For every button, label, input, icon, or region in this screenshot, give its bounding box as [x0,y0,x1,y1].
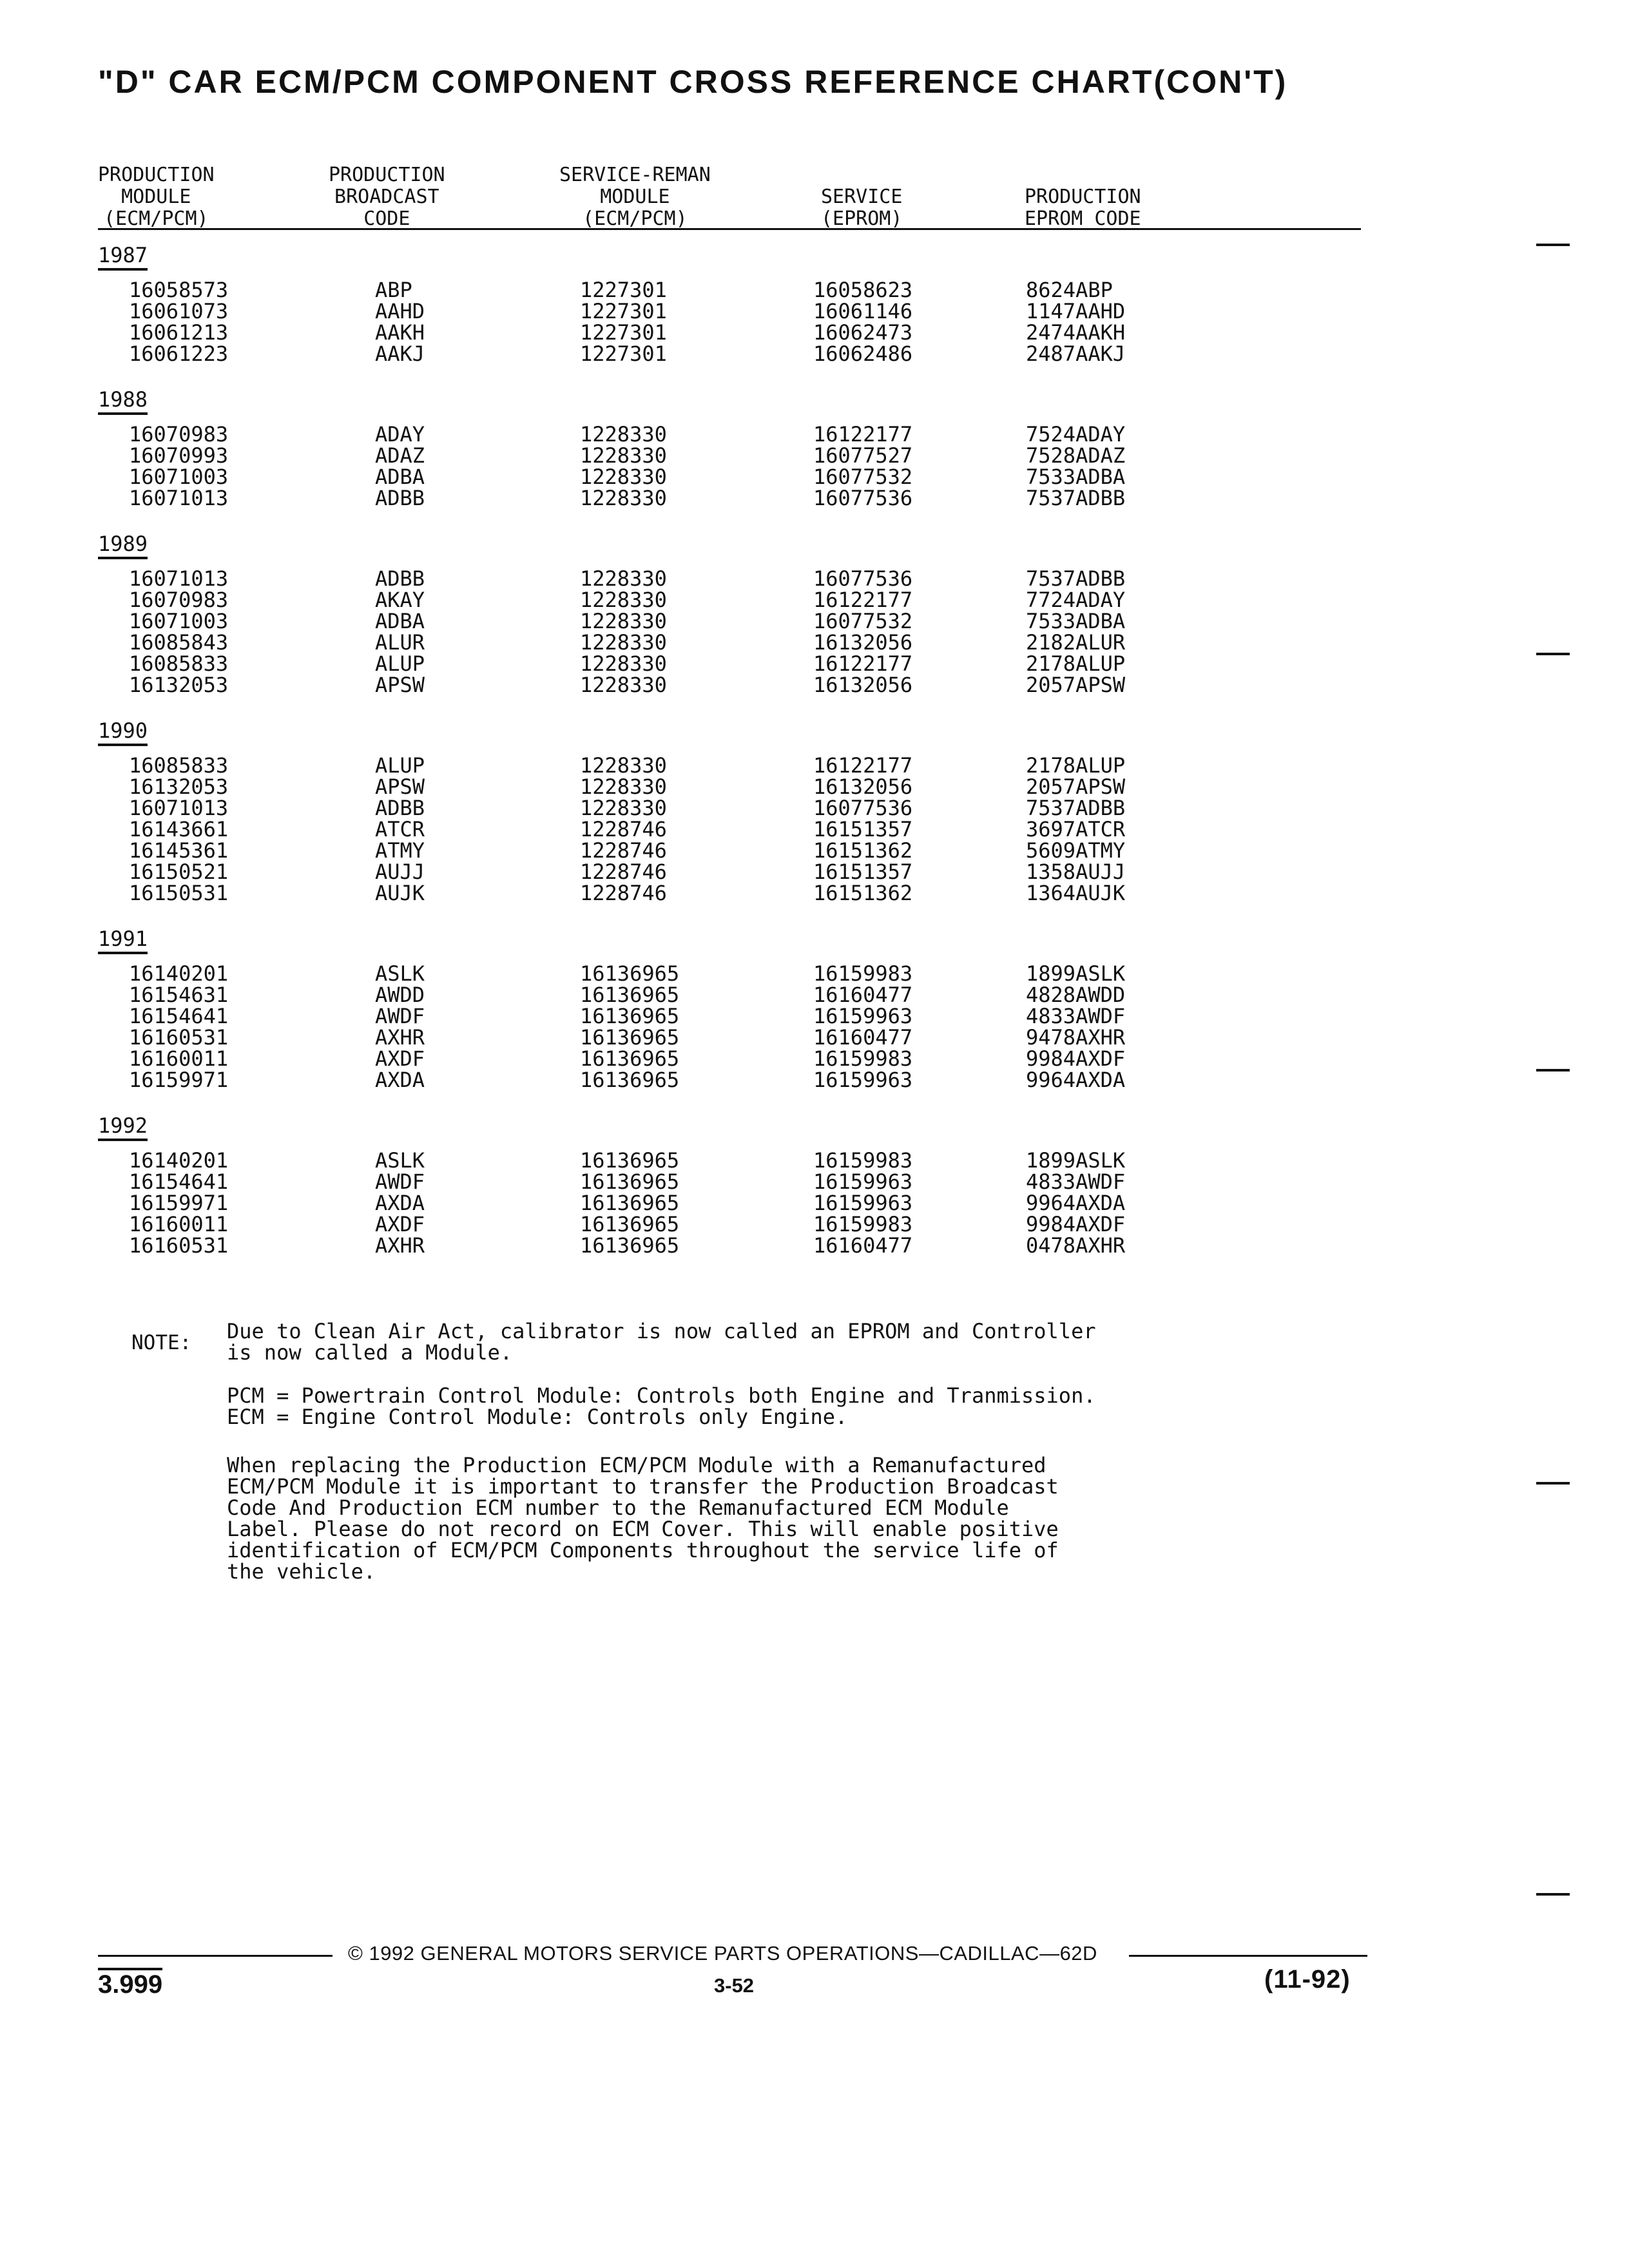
broadcast-code-cell: AXDA [375,1068,425,1092]
broadcast-code-cell: ATCR [375,817,425,841]
broadcast-code-cell: AXDF [375,1046,425,1071]
broadcast-code-cell: ADAY [375,422,425,447]
production-module-cell: 16085833 [129,753,229,778]
table-row [0,798,1629,819]
production-module-cell: 16150531 [129,881,229,905]
eprom-code-cell: 2057APSW [1026,774,1126,799]
production-module-cell: 16160011 [129,1212,229,1236]
service-eprom-cell: 16077536 [813,566,913,591]
table-row [0,322,1629,343]
note-definitions: PCM = Powertrain Control Module: Controls both Engine and Tranmission. ECM = Engine Control Module: Controls only Engine. [227,1383,1096,1429]
year-heading: 1988 [98,388,148,415]
eprom-code-cell: 9964AXDA [1026,1191,1126,1215]
service-eprom-cell: 16151357 [813,817,913,841]
header-line: BROADCAST [334,186,439,208]
broadcast-code-cell: ADBA [375,609,425,633]
service-module-cell: 16136965 [580,1191,680,1215]
note-instructions: When replacing the Production ECM/PCM Module with a Remanufactured ECM/PCM Module it is important to transfer the Production Broadcast Code And Production ECM number to the Remanufactured ECM Module Label. Please do not record on ECM Cover. This will enable positive identification of ECM/PCM Components throughout the service life of the vehicle. [227,1453,1059,1584]
service-eprom-cell: 16159963 [813,1068,913,1092]
header-line: CODE [363,207,410,230]
table-row [0,963,1629,985]
broadcast-code-cell: APSW [375,673,425,697]
table-row [0,675,1629,696]
broadcast-code-cell: ABP [375,278,412,302]
production-module-cell: 16070993 [129,443,229,468]
service-module-cell: 1228746 [580,860,667,884]
service-eprom-cell: 16077532 [813,465,913,489]
service-eprom-cell: 16160477 [813,1233,913,1258]
eprom-code-cell: 7528ADAZ [1026,443,1126,468]
table-row [0,755,1629,776]
eprom-code-cell: 9478AXHR [1026,1025,1126,1050]
header-divider [98,228,1361,230]
table-row [0,301,1629,322]
service-eprom-cell: 16058623 [813,278,913,302]
broadcast-code-cell: ADBB [375,796,425,820]
table-row [0,590,1629,611]
margin-mark [1536,244,1570,246]
table-row [0,632,1629,653]
broadcast-code-cell: AWDF [375,1169,425,1194]
production-module-cell: 16150521 [129,860,229,884]
service-eprom-cell: 16159983 [813,961,913,986]
production-module-cell: 16159971 [129,1191,229,1215]
broadcast-code-cell: AKAY [375,588,425,612]
note-paragraph: Due to Clean Air Act, calibrator is now called an EPROM and Controller is now called a Module. [227,1319,1096,1365]
table-row [0,1027,1629,1048]
eprom-code-cell: 7533ADBA [1026,465,1126,489]
broadcast-code-cell: AWDD [375,983,425,1007]
eprom-code-cell: 2178ALUP [1026,753,1126,778]
service-module-cell: 1227301 [580,341,667,366]
production-module-cell: 16071003 [129,609,229,633]
broadcast-code-cell: AUJJ [375,860,425,884]
year-heading: 1990 [98,719,148,746]
header-line: (ECM/PCM) [583,207,688,230]
eprom-code-cell: 2182ALUR [1026,630,1126,655]
service-eprom-cell: 16122177 [813,422,913,447]
eprom-code-cell: 9984AXDF [1026,1212,1126,1236]
header-production-eprom-code [1025,186,1141,230]
margin-mark [1536,1069,1570,1072]
eprom-code-cell: 4833AWDF [1026,1169,1126,1194]
service-eprom-cell: 16159963 [813,1004,913,1028]
broadcast-code-cell: AXHR [375,1025,425,1050]
production-module-cell: 16071013 [129,566,229,591]
production-module-cell: 16132053 [129,774,229,799]
header-line: EPROM CODE [1025,207,1141,230]
service-eprom-cell: 16062486 [813,341,913,366]
service-module-cell: 1228330 [580,753,667,778]
header-line: MODULE [600,186,670,208]
service-eprom-cell: 16160477 [813,1025,913,1050]
broadcast-code-cell: ADAZ [375,443,425,468]
service-module-cell: 1228330 [580,566,667,591]
table-row [0,445,1629,466]
service-eprom-cell: 16077532 [813,609,913,633]
header-line: PRODUCTION [1025,186,1141,208]
production-module-cell: 16071013 [129,486,229,510]
service-eprom-cell: 16062473 [813,320,913,345]
production-module-cell: 16061213 [129,320,229,345]
table-row [0,1235,1629,1256]
eprom-code-cell: 3697ATCR [1026,817,1126,841]
footer-copyright: © 1992 GENERAL MOTORS SERVICE PARTS OPERATIONS—CADILLAC—62D [348,1942,1097,1965]
eprom-code-cell: 2178ALUP [1026,651,1126,676]
broadcast-code-cell: AAHD [375,299,425,323]
service-module-cell: 1227301 [580,278,667,302]
service-eprom-cell: 16122177 [813,753,913,778]
production-module-cell: 16154631 [129,983,229,1007]
service-module-cell: 16136965 [580,1233,680,1258]
service-module-cell: 16136965 [580,983,680,1007]
broadcast-code-cell: AAKJ [375,341,425,366]
broadcast-code-cell: AXHR [375,1233,425,1258]
broadcast-code-cell: ALUR [375,630,425,655]
table-row [0,1070,1629,1091]
service-eprom-cell: 16151362 [813,881,913,905]
eprom-code-cell: 1364AUJK [1026,881,1126,905]
header-line: SERVICE-REMAN [559,164,711,186]
header-line: MODULE [121,186,191,208]
table-row [0,861,1629,883]
footer-rule [98,1955,333,1957]
production-module-cell: 16085843 [129,630,229,655]
year-heading: 1989 [98,532,148,559]
broadcast-code-cell: ALUP [375,651,425,676]
header-broadcast-code [329,164,445,230]
eprom-code-cell: 5609ATMY [1026,838,1126,863]
year-heading: 1987 [98,244,148,271]
service-module-cell: 1227301 [580,299,667,323]
table-row [0,611,1629,632]
service-module-cell: 1228330 [580,588,667,612]
service-module-cell: 1228746 [580,817,667,841]
service-module-cell: 16136965 [580,1212,680,1236]
service-module-cell: 1227301 [580,320,667,345]
table-row [0,840,1629,861]
service-module-cell: 1228746 [580,881,667,905]
production-module-cell: 16070983 [129,422,229,447]
header-service-reman-module [559,164,711,230]
service-module-cell: 1228330 [580,422,667,447]
table-row [0,883,1629,904]
service-eprom-cell: 16159963 [813,1169,913,1194]
eprom-code-cell: 2057APSW [1026,673,1126,697]
header-production-module [98,164,215,230]
eprom-code-cell: 2474AAKH [1026,320,1126,345]
eprom-code-cell: 7537ADBB [1026,566,1126,591]
year-heading: 1991 [98,927,148,954]
broadcast-code-cell: ALUP [375,753,425,778]
broadcast-code-cell: ASLK [375,1148,425,1173]
broadcast-code-cell: AAKH [375,320,425,345]
table-row [0,1214,1629,1235]
service-eprom-cell: 16160477 [813,983,913,1007]
broadcast-code-cell: AUJK [375,881,425,905]
production-module-cell: 16159971 [129,1068,229,1092]
service-module-cell: 1228330 [580,443,667,468]
production-module-cell: 16058573 [129,278,229,302]
note-label: NOTE: [131,1331,192,1354]
table-row [0,819,1629,840]
service-eprom-cell: 16159983 [813,1212,913,1236]
year-heading: 1992 [98,1114,148,1141]
table-row [0,466,1629,488]
header-line: (EPROM) [821,207,903,230]
production-module-cell: 16070983 [129,588,229,612]
service-module-cell: 16136965 [580,1148,680,1173]
service-module-cell: 1228330 [580,465,667,489]
production-module-cell: 16160531 [129,1025,229,1050]
service-module-cell: 16136965 [580,1025,680,1050]
production-module-cell: 16071013 [129,796,229,820]
footer-date: (11-92) [1264,1965,1351,1994]
table-row [0,1048,1629,1070]
table-row [0,1150,1629,1171]
production-module-cell: 16061223 [129,341,229,366]
eprom-code-cell: 7533ADBA [1026,609,1126,633]
service-module-cell: 16136965 [580,1046,680,1071]
service-eprom-cell: 16122177 [813,651,913,676]
table-row [0,424,1629,445]
margin-mark [1536,1482,1570,1485]
eprom-code-cell: 4828AWDD [1026,983,1126,1007]
production-module-cell: 16154641 [129,1004,229,1028]
production-module-cell: 16145361 [129,838,229,863]
broadcast-code-cell: ADBB [375,486,425,510]
service-module-cell: 1228330 [580,486,667,510]
service-eprom-cell: 16077536 [813,796,913,820]
service-module-cell: 1228330 [580,630,667,655]
footer-page-number: 3-52 [714,1974,755,1997]
service-module-cell: 16136965 [580,1169,680,1194]
eprom-code-cell: 1899ASLK [1026,961,1126,986]
table-row [0,280,1629,301]
service-eprom-cell: 16122177 [813,588,913,612]
table-row [0,1006,1629,1027]
service-eprom-cell: 16151362 [813,838,913,863]
header-line: PRODUCTION [329,164,445,186]
table-row [0,343,1629,365]
broadcast-code-cell: AXDA [375,1191,425,1215]
eprom-code-cell: 4833AWDF [1026,1004,1126,1028]
service-module-cell: 16136965 [580,961,680,986]
broadcast-code-cell: ADBA [375,465,425,489]
service-module-cell: 1228330 [580,651,667,676]
eprom-code-cell: 1358AUJJ [1026,860,1126,884]
service-eprom-cell: 16132056 [813,630,913,655]
service-eprom-cell: 16132056 [813,673,913,697]
service-module-cell: 16136965 [580,1004,680,1028]
table-row [0,488,1629,509]
service-module-cell: 1228330 [580,673,667,697]
service-eprom-cell: 16151357 [813,860,913,884]
service-eprom-cell: 16132056 [813,774,913,799]
footer-rule [1129,1955,1367,1957]
production-module-cell: 16143661 [129,817,229,841]
margin-mark [1536,1893,1570,1896]
header-service-eprom [821,186,902,230]
eprom-code-cell: 7537ADBB [1026,796,1126,820]
header-line: PRODUCTION [98,164,215,186]
service-eprom-cell: 16077527 [813,443,913,468]
service-eprom-cell: 16077536 [813,486,913,510]
margin-mark [1536,653,1570,655]
eprom-code-cell: 7537ADBB [1026,486,1126,510]
table-row [0,985,1629,1006]
service-module-cell: 1228330 [580,774,667,799]
eprom-code-cell: 7524ADAY [1026,422,1126,447]
page-title: "D" CAR ECM/PCM COMPONENT CROSS REFERENCE CHART(CON'T) [98,64,1288,100]
production-module-cell: 16132053 [129,673,229,697]
service-module-cell: 16136965 [580,1068,680,1092]
eprom-code-cell: 1899ASLK [1026,1148,1126,1173]
eprom-code-cell: 9964AXDA [1026,1068,1126,1092]
table-row [0,653,1629,675]
service-module-cell: 1228330 [580,609,667,633]
broadcast-code-cell: ADBB [375,566,425,591]
eprom-code-cell: 0478AXHR [1026,1233,1126,1258]
eprom-code-cell: 7724ADAY [1026,588,1126,612]
footer-doc-number: 3.999 [98,1968,162,1999]
service-module-cell: 1228330 [580,796,667,820]
broadcast-code-cell: AXDF [375,1212,425,1236]
eprom-code-cell: 9984AXDF [1026,1046,1126,1071]
production-module-cell: 16160531 [129,1233,229,1258]
service-module-cell: 1228746 [580,838,667,863]
service-eprom-cell: 16159983 [813,1046,913,1071]
eprom-code-cell: 1147AAHD [1026,299,1126,323]
production-module-cell: 16140201 [129,961,229,986]
production-module-cell: 16071003 [129,465,229,489]
broadcast-code-cell: ASLK [375,961,425,986]
production-module-cell: 16140201 [129,1148,229,1173]
eprom-code-cell: 2487AAKJ [1026,341,1126,366]
table-row [0,1171,1629,1193]
broadcast-code-cell: ATMY [375,838,425,863]
production-module-cell: 16154641 [129,1169,229,1194]
header-line: (ECM/PCM) [104,207,209,230]
table-row [0,568,1629,590]
table-row [0,1193,1629,1214]
broadcast-code-cell: APSW [375,774,425,799]
broadcast-code-cell: AWDF [375,1004,425,1028]
table-row [0,776,1629,798]
eprom-code-cell: 8624ABP [1026,278,1113,302]
service-eprom-cell: 16159983 [813,1148,913,1173]
header-line: SERVICE [821,186,903,208]
production-module-cell: 16061073 [129,299,229,323]
service-eprom-cell: 16159963 [813,1191,913,1215]
service-eprom-cell: 16061146 [813,299,913,323]
production-module-cell: 16160011 [129,1046,229,1071]
production-module-cell: 16085833 [129,651,229,676]
